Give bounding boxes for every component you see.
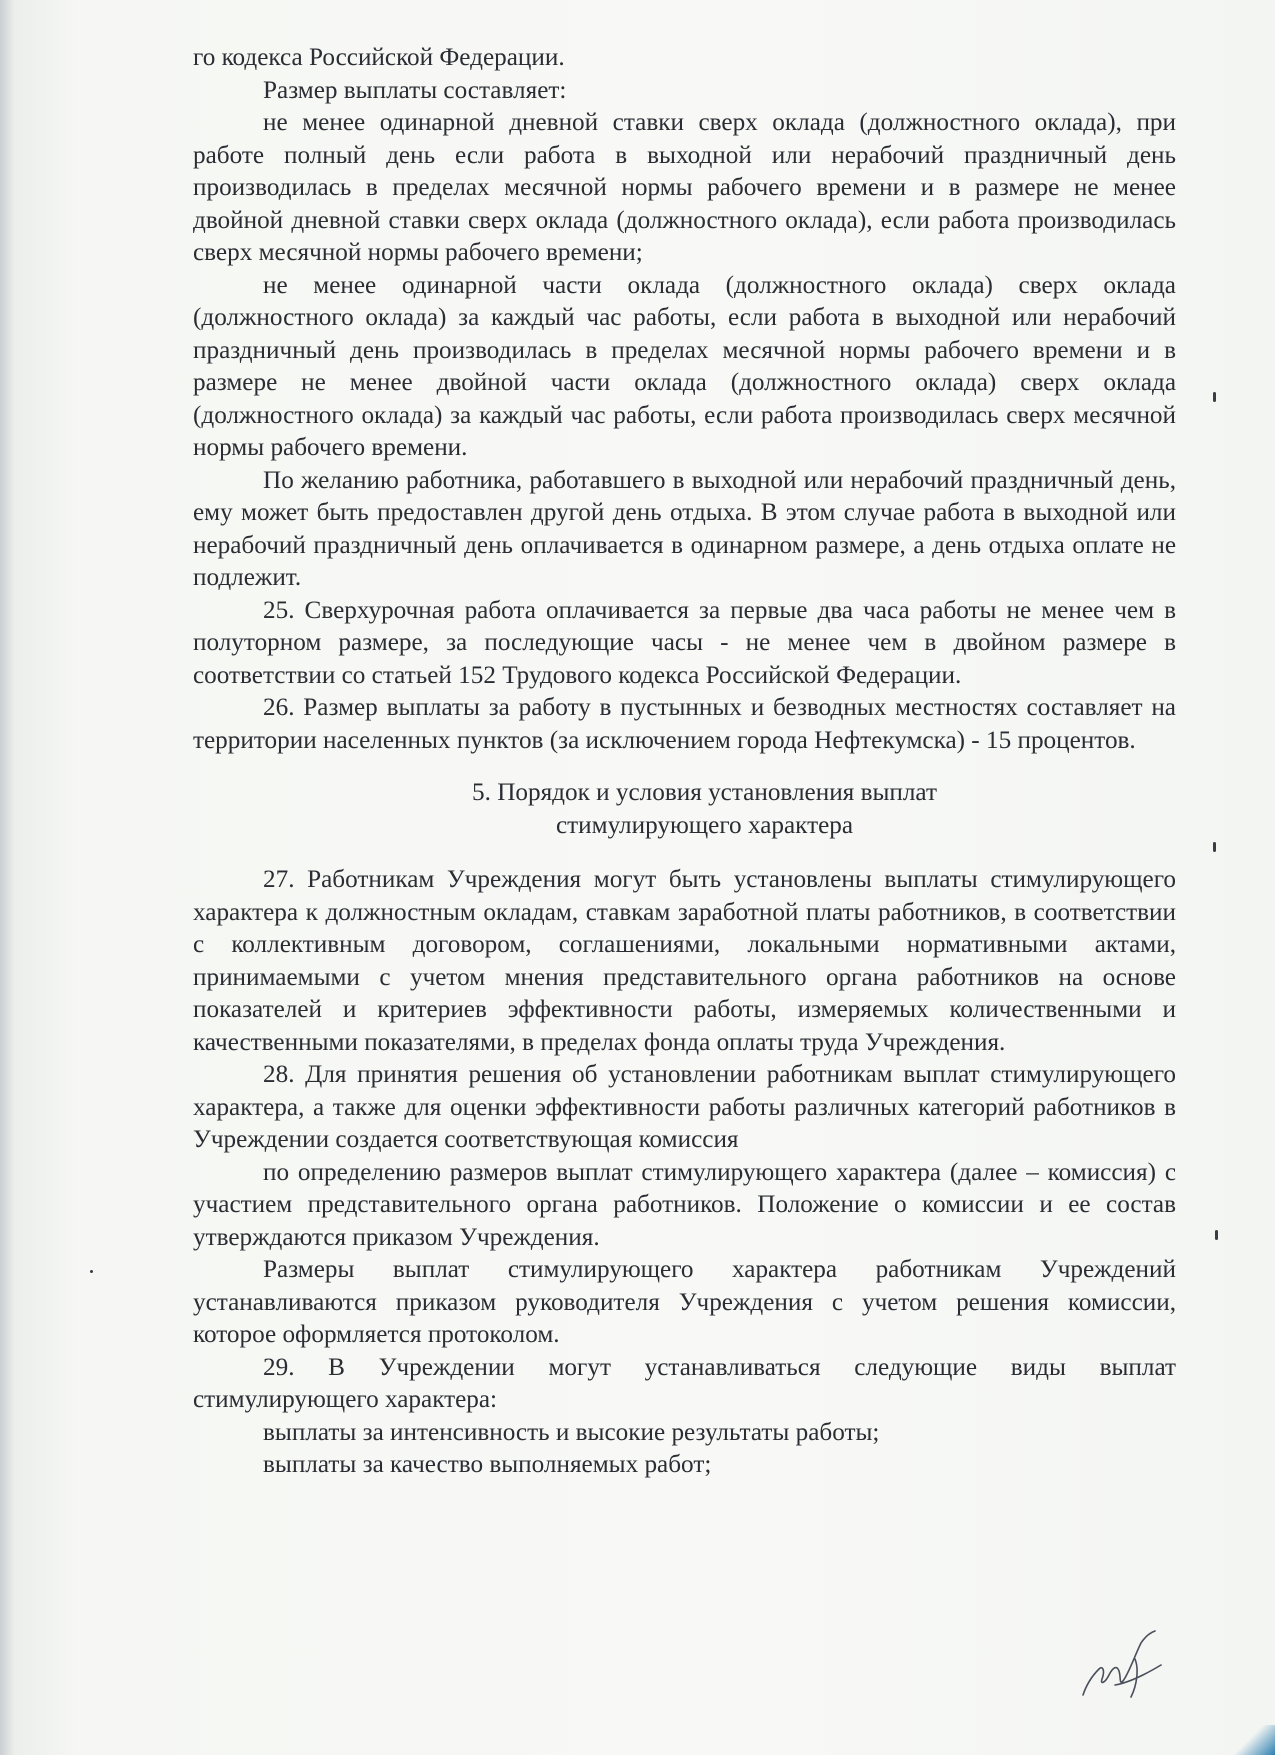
page-corner-shade [1235, 1725, 1275, 1755]
paragraph: не менее одинарной дневной ставки сверх оклада (должностного оклада), при работе полный день если работа в выходной или нерабочий праздничный день производилась в пределах месячной нормы рабочего времени и в размере не менее двойной дневной ставки сверх оклада (должностного оклада), если работа производилась сверх месячной нормы рабочего времени; [193, 109, 1176, 266]
list-item: выплаты за интенсивность и высокие результаты работы; [263, 1418, 880, 1446]
paragraph-item-27: 27. Работникам Учреждения могут быть установлены выплаты стимулирующего характера к должностным окладам, ставкам заработной платы работников, в соответствии с коллективным договором, соглашениями, локальными нормативными актами, принимаемыми с учетом мнения представительного органа работников на основе показателей и критериев эффективности работы, измеряемых количественными и качественными показателями, в пределах фонда оплаты труда Учреждения. [193, 866, 1176, 1056]
paragraph-item-29: 29. В Учреждении могут устанавливаться следующие виды выплат стимулирующего характера: [193, 1353, 1176, 1413]
paragraph: Размер выплаты составляет: [263, 76, 567, 104]
scan-speck [1213, 842, 1216, 852]
paragraph: по определению размеров выплат стимулирующего характера (далее – комиссия) с участием представительного органа работников. Положение о комиссии и ее состав утверждаются приказом Учреждения. [193, 1158, 1176, 1251]
list-item: выплаты за качество выполняемых работ; [263, 1451, 712, 1478]
paragraph-item-25: 25. Сверхурочная работа оплачивается за первые два часа работы не менее чем в полуторном размере, за последующие часы - не менее чем в двойном размере в соответствии со статьей 152 Трудового кодекса Российской Федерации. [193, 596, 1176, 689]
paragraph-item-26: 26. Размер выплаты за работу в пустынных и безводных местностях составляет на территории населенных пунктов (за исключением города Нефтекумска) - 15 процентов. [193, 694, 1176, 754]
section-heading [193, 777, 1176, 842]
page-edge-shadow [0, 0, 14, 1755]
paragraph: го кодекса Российской Федерации. [193, 44, 565, 71]
paragraphs-bottom [193, 864, 1176, 1482]
scan-speck [90, 1270, 93, 1273]
signature-mark [1075, 1625, 1175, 1705]
scan-speck [1213, 392, 1216, 402]
paragraph: Размеры выплат стимулирующего характера работникам Учреждений устанавливаются приказом руководителя Учреждения с учетом решения комиссии, которое оформляется протоколом. [193, 1256, 1176, 1348]
paragraph-item-28: 28. Для принятия решения об установлении работникам выплат стимулирующего характера, а также для оценки эффективности работы различных категорий работников в Учреждении создается соответствующая комиссия [193, 1061, 1176, 1153]
scan-speck [1215, 1230, 1218, 1240]
section-heading-line-2: стимулирующего характера [555, 811, 854, 839]
paragraph: По желанию работника, работавшего в выходной или нерабочий праздничный день, ему может быть предоставлен другой день отдыха. В этом случае работа в выходной или нерабочий праздничный день оплачивается в одинарном размере, а день отдыха оплате не подлежит. [193, 466, 1176, 591]
paragraphs-top [193, 42, 1176, 757]
paragraph: не менее одинарной части оклада (должностного оклада) сверх оклада (должностного оклада) за каждый час работы, если работа в выходной или нерабочий праздничный день производилась в пределах месячной нормы рабочего времени и в размере не менее двойной части оклада (должностного оклада) сверх оклада (должностного оклада) за каждый час работы, если работа производилась сверх месячной нормы рабочего времени. [193, 271, 1176, 461]
section-heading-line-1: 5. Порядок и условия установления выплат [472, 779, 937, 806]
document-body [193, 42, 1176, 1482]
